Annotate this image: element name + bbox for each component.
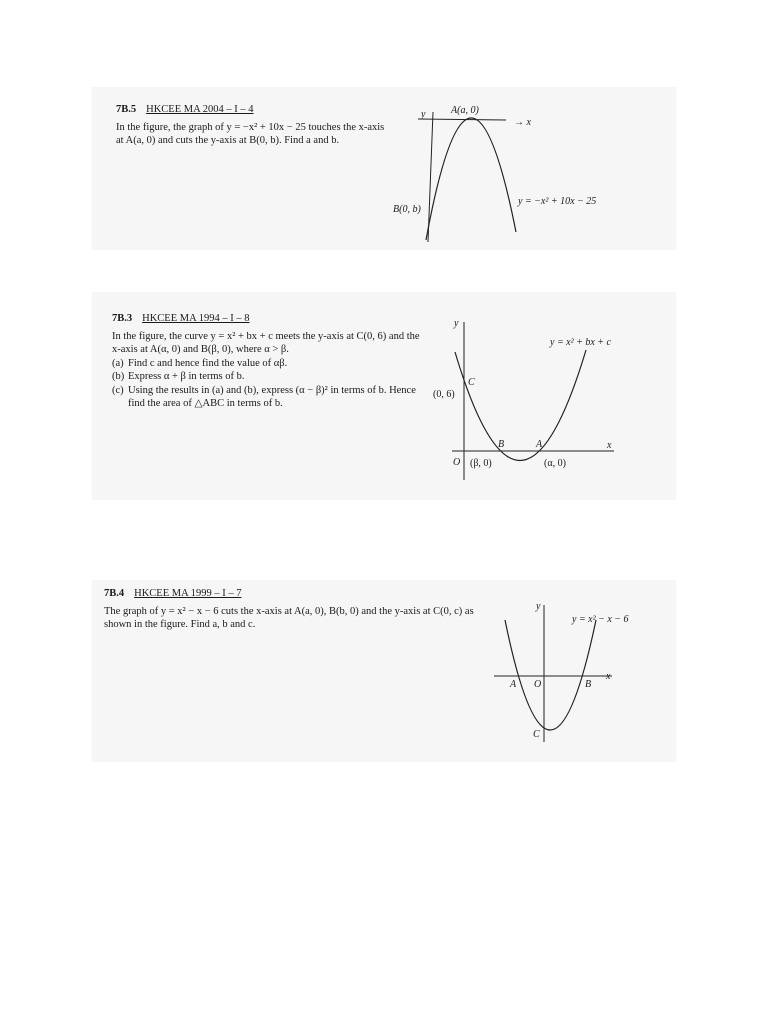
y-axis-label: y <box>454 318 459 329</box>
point-c-label: C <box>468 377 475 388</box>
origin-label: O <box>453 457 461 468</box>
x-axis-label: x <box>607 440 612 451</box>
curve-label: y = x² − x − 6 <box>572 614 629 625</box>
point-a-coordinate: (α, 0) <box>544 458 566 469</box>
point-a-label: A <box>510 679 517 690</box>
problem-text: The graph of y = x² − x − 6 cuts the x-axis at A(a, 0), B(b, 0) and the y-axis at C(0, c) as shown in the figure. Find a, b and c. <box>104 605 474 630</box>
x-axis-label: x <box>606 671 611 682</box>
problem-number: 7B.4 <box>104 588 125 599</box>
point-b-label: B(0, b) <box>393 204 421 215</box>
y-axis-label: y <box>536 601 541 612</box>
point-c-label: C <box>533 729 540 740</box>
problem-number: 7B.5 <box>116 104 137 115</box>
point-b-coordinate: (β, 0) <box>470 458 492 469</box>
point-a-label: A(a, 0) <box>451 105 479 116</box>
point-b-label: B <box>498 439 505 450</box>
curve-label: y = x² + bx + c <box>550 337 611 348</box>
problem-number: 7B.3 <box>112 313 133 324</box>
problem-source: HKCEE MA 1999 – I – 7 <box>134 588 242 599</box>
y-axis-label: y <box>421 109 426 120</box>
point-a-label: A <box>536 439 543 450</box>
problem-source: HKCEE MA 1994 – I – 8 <box>142 313 250 324</box>
parabola-curve <box>505 620 596 730</box>
point-b-label: B <box>585 679 592 690</box>
problem-text: In the figure, the curve y = x² + bx + c meets the y-axis at C(0, 6) and the x-axis at A(α, 0) and B(β, 0), where α > β. <box>112 330 420 355</box>
point-c-coordinate: (0, 6) <box>433 389 455 400</box>
origin-label: O <box>534 679 542 690</box>
x-axis-arrow-label: → x <box>514 117 531 128</box>
subquestion-a: (a) Find c and hence find the value of αβ. <box>112 357 288 369</box>
subquestion-b: (b) Express α + β in terms of b. <box>112 371 245 382</box>
subquestion-c: (c) Using the results in (a) and (b), express (α − β)² in terms of b. Hence find the area of △ABC in terms of b. <box>112 384 416 409</box>
problem-source: HKCEE MA 2004 – I – 4 <box>146 104 254 115</box>
problem-text: In the figure, the graph of y = −x² + 10x − 25 touches the x-axis at A(a, 0) and cuts the y-axis at B(0, b). Find a and b. <box>116 121 385 146</box>
curve-label: y = −x² + 10x − 25 <box>518 196 597 207</box>
